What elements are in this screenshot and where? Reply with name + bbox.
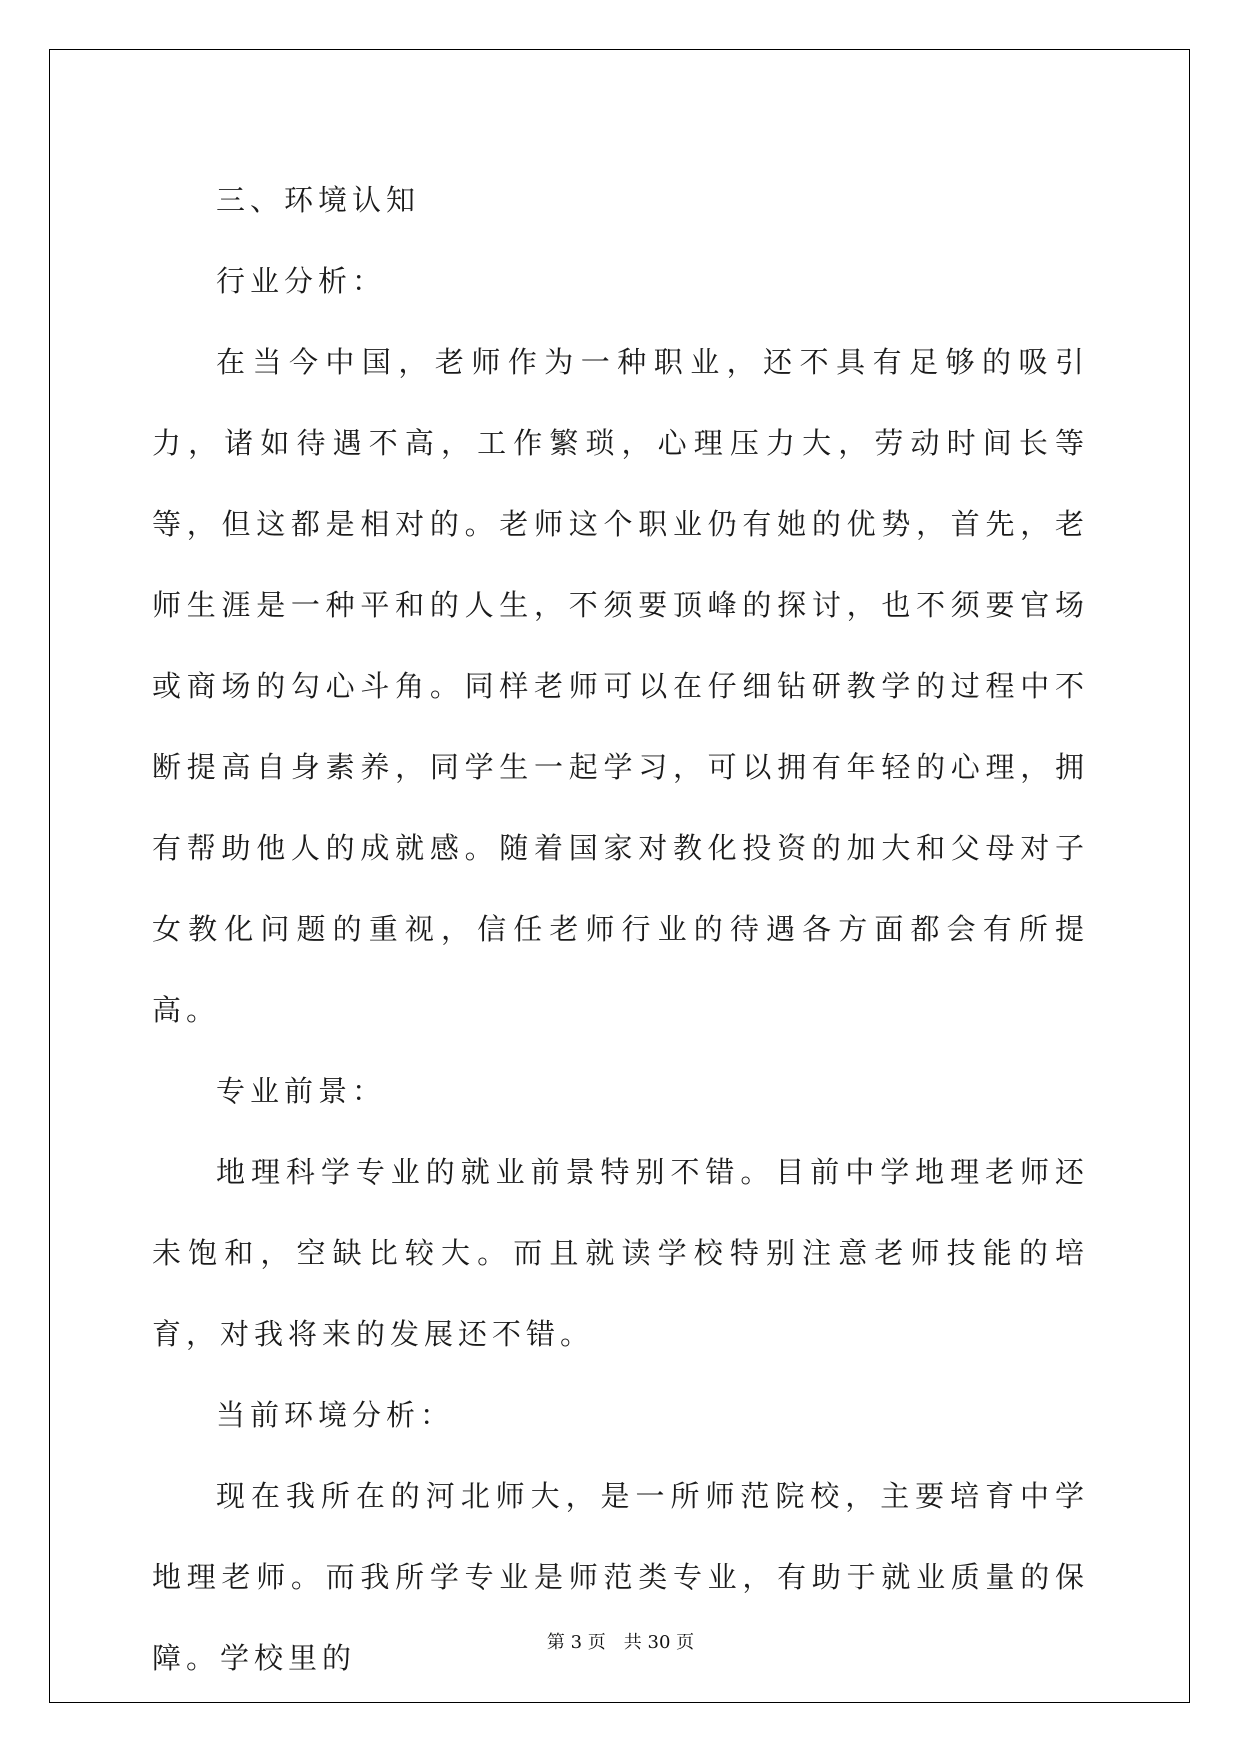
- paragraph-major-prospects: 地理科学专业的就业前景特别不错。目前中学地理老师还未饱和，空缺比较大。而且就读学校特别注意老师技能的培育，对我将来的发展还不错。: [152, 1155, 1089, 1351]
- page-total: 共 30 页: [623, 1632, 695, 1653]
- paragraph-current-environment: 现在我所在的河北师大，是一所师范院校，主要培育中学地理老师。而我所学专业是师范类专业，有助于就业质量的保障。学校里的: [152, 1479, 1089, 1675]
- subheading-industry-analysis: 行业分析：: [216, 264, 387, 298]
- section-heading: 三、环境认知: [216, 183, 421, 217]
- subheading-current-environment: 当前环境分析：: [216, 1398, 455, 1432]
- document-body: [152, 160, 1089, 1699]
- page-number: 第 3 页: [546, 1632, 606, 1653]
- page-footer: [0, 1628, 1241, 1654]
- paragraph-industry-analysis: 在当今中国，老师作为一种职业，还不具有足够的吸引力，诸如待遇不高，工作繁琐，心理压力大，劳动时间长等等，但这都是相对的。老师这个职业仍有她的优势，首先，老师生涯是一种平和的人生，不须要顶峰的探讨，也不须要官场或商场的勾心斗角。同样老师可以在仔细钻研教学的过程中不断提高自身素养，同学生一起学习，可以拥有年轻的心理，拥有帮助他人的成就感。随着国家对教化投资的加大和父母对子女教化问题的重视，信任老师行业的待遇各方面都会有所提高。: [152, 345, 1089, 1027]
- subheading-major-prospects: 专业前景：: [216, 1074, 387, 1108]
